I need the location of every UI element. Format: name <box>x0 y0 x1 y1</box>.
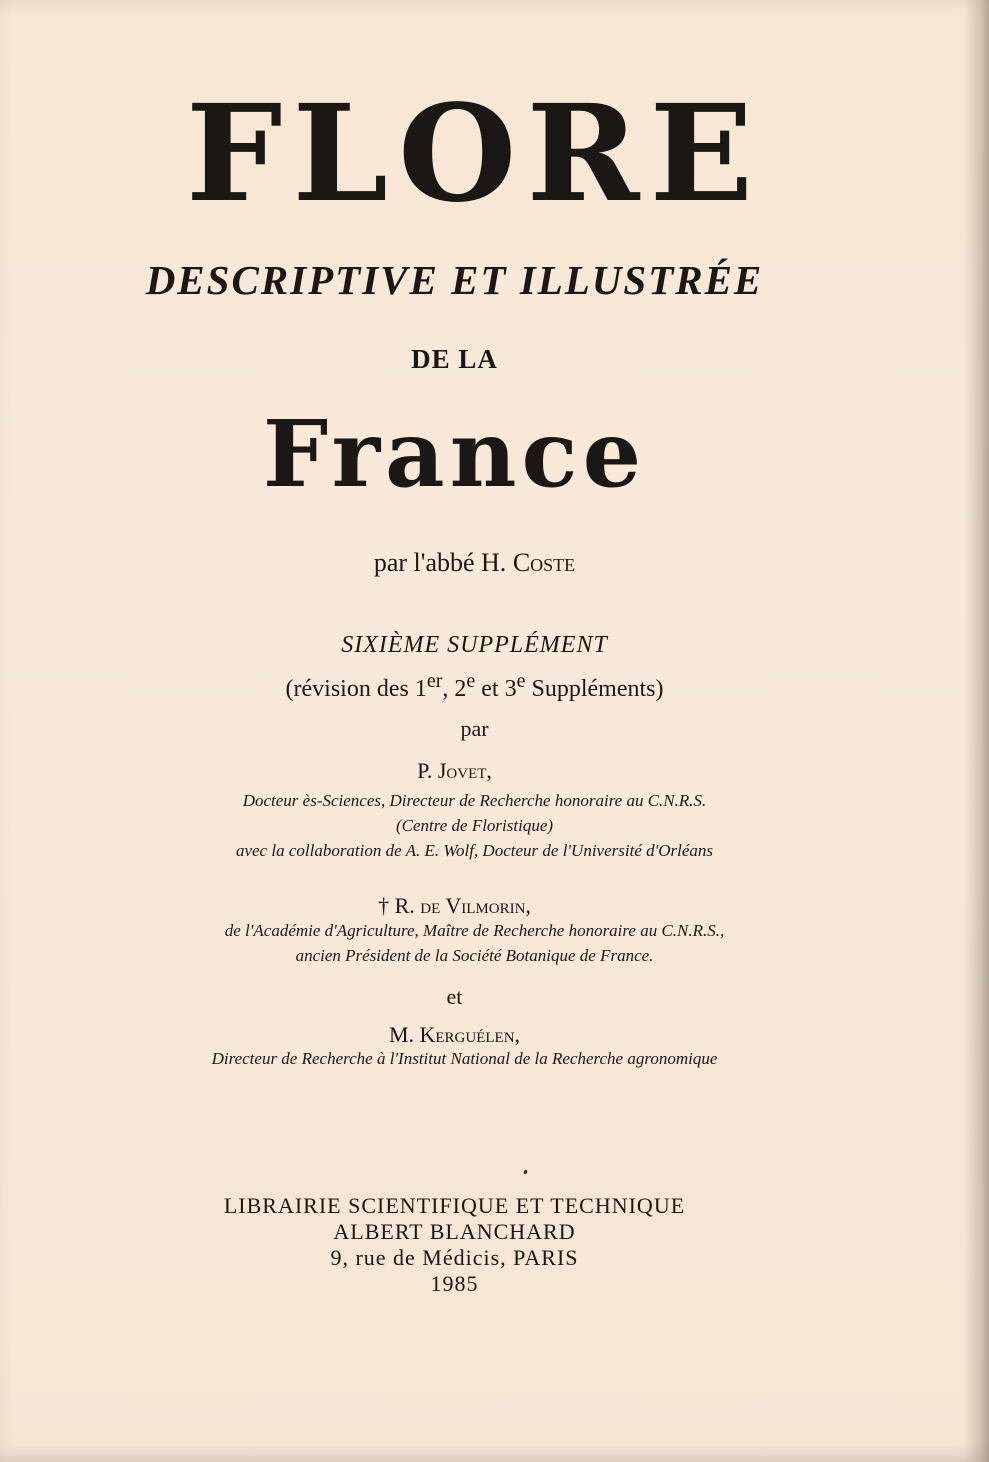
title-flore: FLORE <box>185 75 764 233</box>
author-line <box>0 548 969 578</box>
par-text: par <box>460 716 489 741</box>
desc-line: Docteur ès-Sciences, Directeur de Recherche honoraire au C.N.R.S. <box>242 791 707 810</box>
contributor-desc-kerguelen <box>0 1046 959 1071</box>
supplement-title: SIXIÈME SUPPLÉMENT <box>341 632 608 658</box>
subtitle: DESCRIPTIVE ET ILLUSTRÉE <box>145 257 764 303</box>
ink-speck <box>523 1170 527 1175</box>
revision-mid-2: et 3 <box>475 676 517 702</box>
publication-year: 1985 <box>430 1271 479 1296</box>
title-france: France <box>262 400 647 508</box>
desc-line: ancien Président de la Société Botanique de France. <box>295 946 654 965</box>
contributor-name-vilmorin: † R. de Vilmorin, <box>378 893 531 918</box>
author-prefix: par l'abbé H. <box>373 548 507 577</box>
publisher-address: 9, rue de Médicis, PARIS <box>330 1245 579 1270</box>
desc-line: avec la collaboration de A. E. Wolf, Docteur de l'Université d'Orléans <box>235 841 714 860</box>
publisher-block <box>0 1193 949 1297</box>
contributor-desc-jovet <box>0 788 969 863</box>
revision-sup-3: e <box>516 670 526 692</box>
revision-start: (révision des 1 <box>285 676 427 702</box>
publisher-house: ALBERT BLANCHARD <box>333 1219 576 1244</box>
de-la-text: DE LA <box>411 344 498 374</box>
revision-sup-2: e <box>466 670 476 692</box>
contributor-desc-vilmorin <box>0 918 969 968</box>
author-name: Coste <box>512 548 576 577</box>
contributor-name-kerguelen: M. Kerguélen, <box>388 1022 521 1047</box>
revision-end: Suppléments) <box>525 676 664 702</box>
desc-line: de l'Académie d'Agriculture, Maître de Recherche honoraire au C.N.R.S., <box>224 921 725 940</box>
et-text: et <box>446 984 463 1009</box>
revision-line <box>0 670 969 703</box>
desc-line: Directeur de Recherche à l'Institut National de la Recherche agronomique <box>211 1049 718 1068</box>
contributor-name-jovet: P. Jovet, <box>417 758 492 783</box>
revision-sup-1: er <box>426 670 443 692</box>
publisher-name: LIBRAIRIE SCIENTIFIQUE ET TECHNIQUE <box>223 1193 686 1218</box>
revision-mid-1: , 2 <box>442 676 467 702</box>
desc-line: (Centre de Floristique) <box>395 816 554 835</box>
